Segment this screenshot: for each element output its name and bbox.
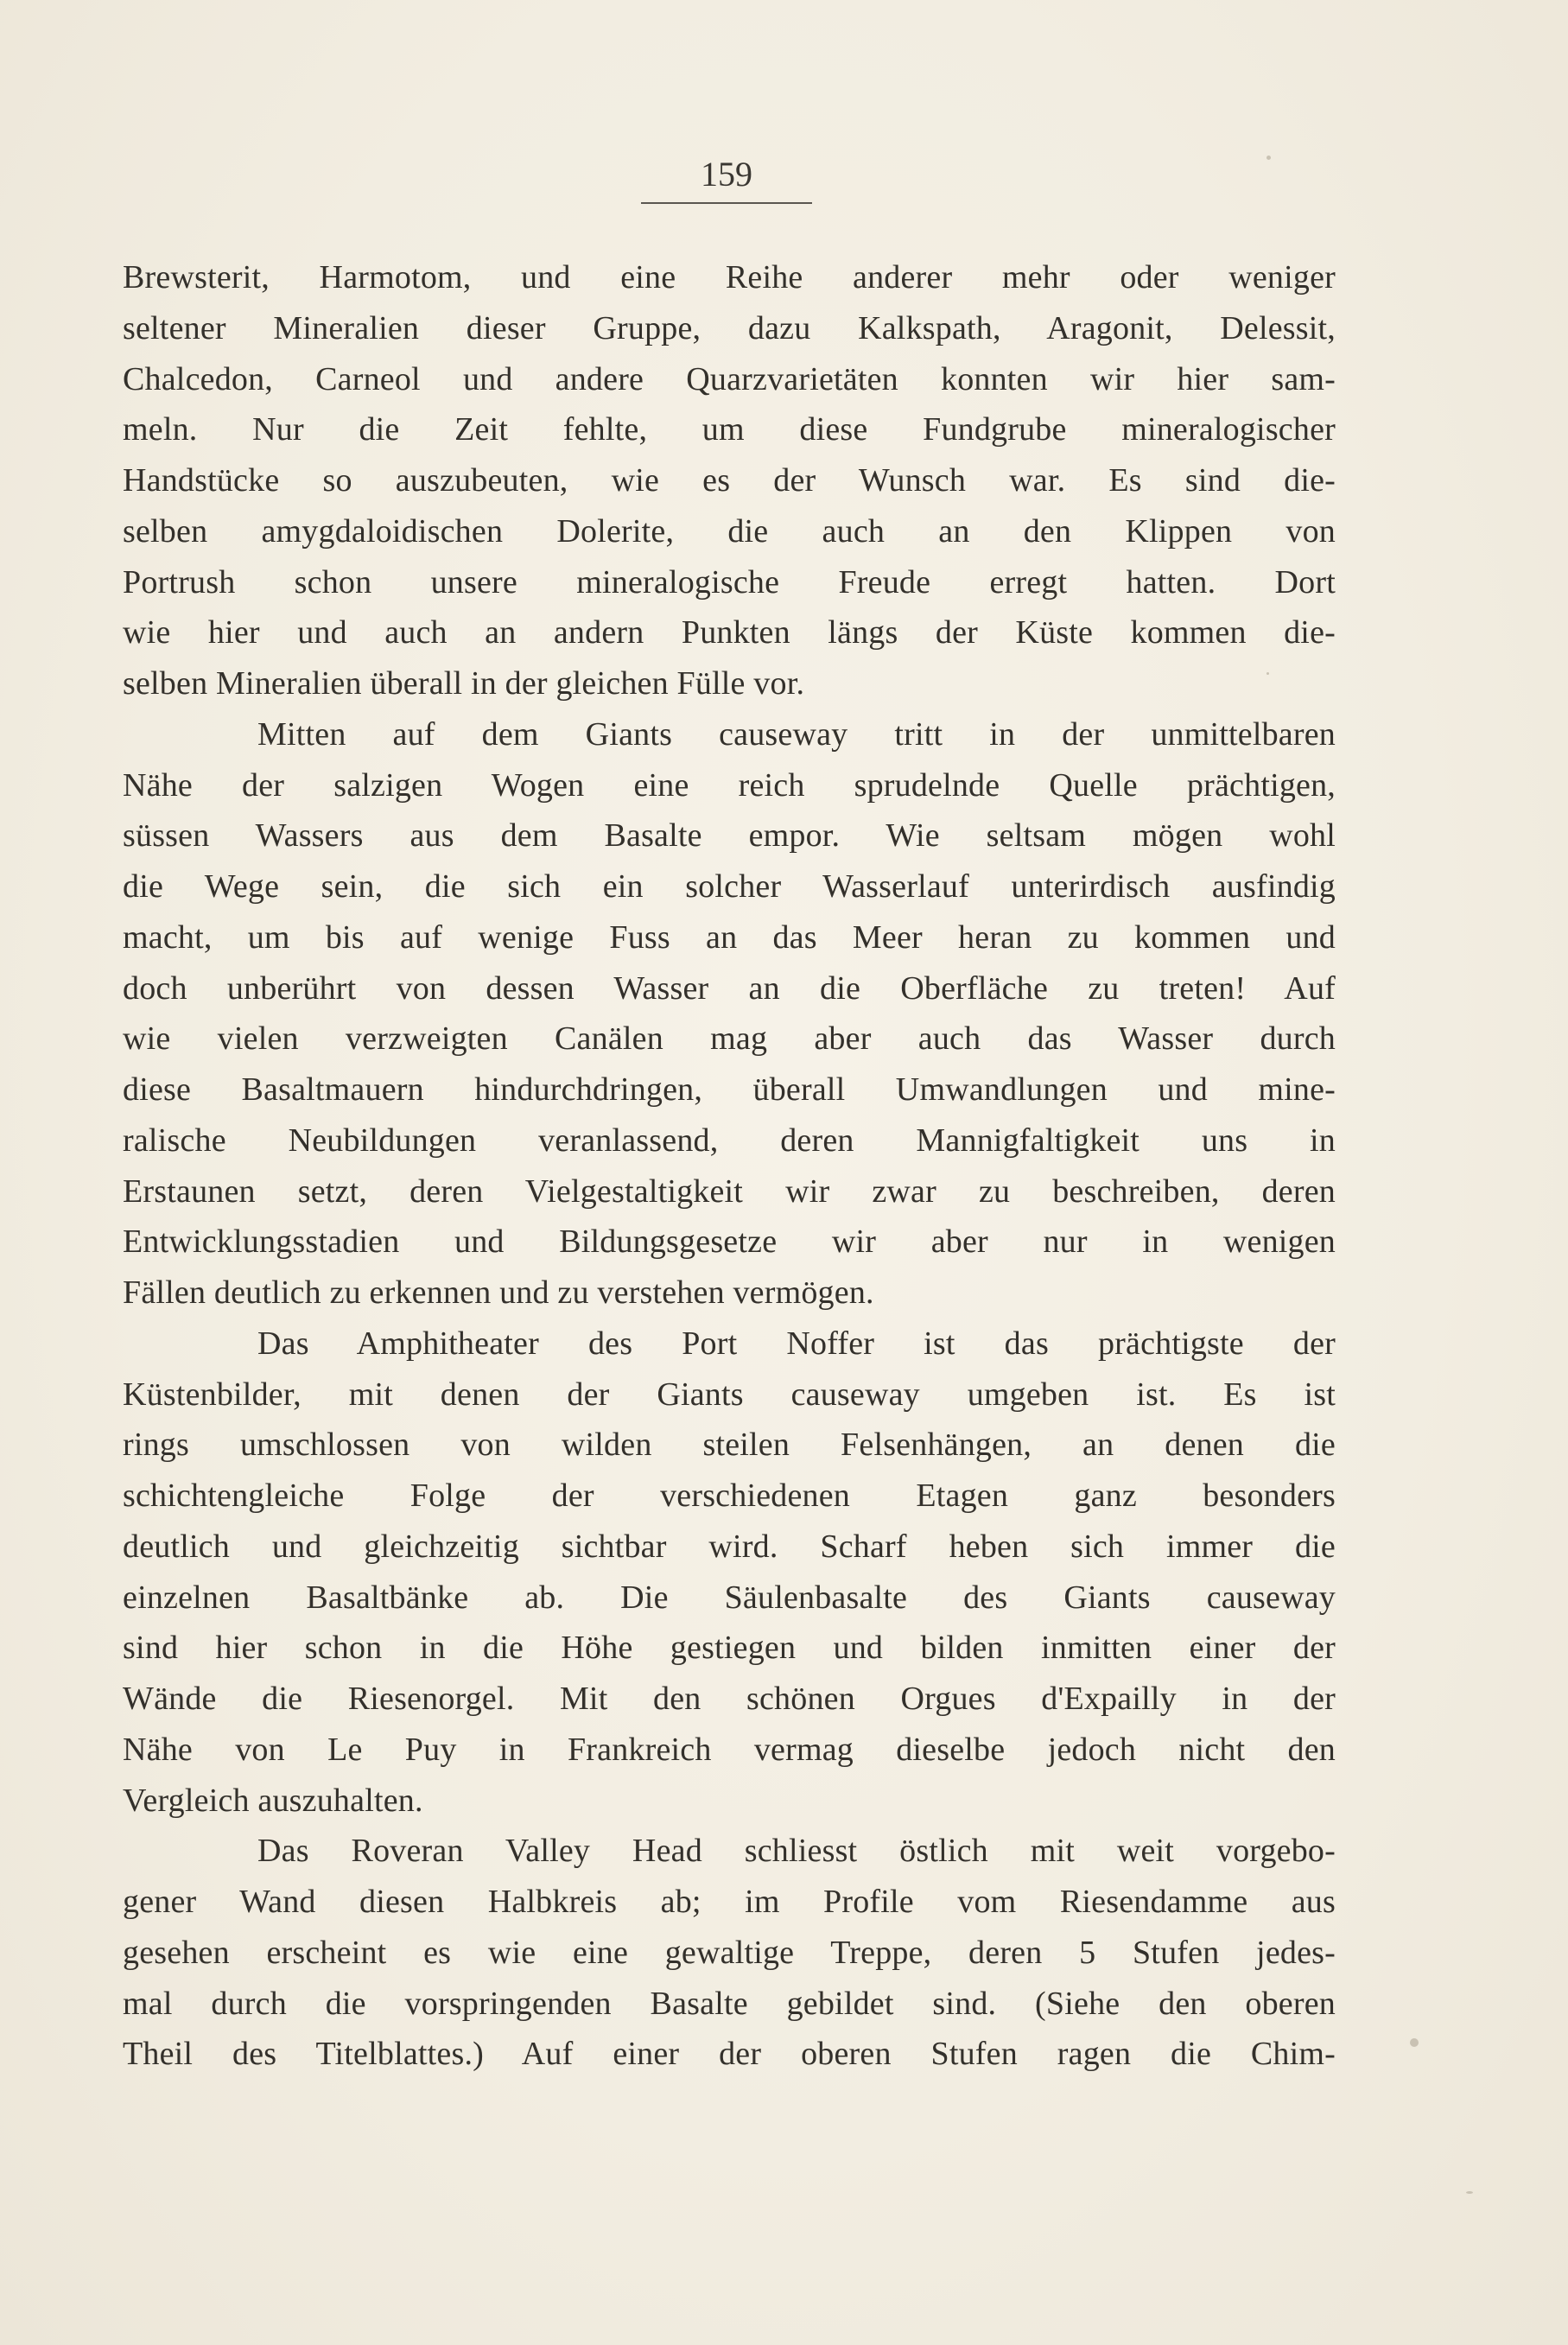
text-line: Entwicklungsstadien und Bildungsgesetze wir aber nur in wenigen — [123, 1223, 1336, 1261]
text-line: einzelnen Basaltbänke ab. Die Säulenbasalte des Giants causeway — [123, 1579, 1336, 1616]
text-line: deutlich und gleichzeitig sichtbar wird. Scharf heben sich immer die — [123, 1528, 1336, 1565]
text-line: Fällen deutlich zu erkennen und zu verstehen vermögen. — [123, 1274, 874, 1311]
text-line: Vergleich auszuhalten. — [123, 1782, 423, 1819]
text-line: gener Wand diesen Halbkreis ab; im Profile vom Riesendamme aus — [123, 1884, 1336, 1920]
paper-speck — [1266, 156, 1271, 160]
text-line: Küstenbilder, mit denen der Giants causeway umgeben ist. Es ist — [123, 1376, 1336, 1413]
text-line: mal durch die vorspringenden Basalte gebildet sind. (Siehe den oberen — [123, 1985, 1336, 2022]
page-number: 159 — [701, 155, 752, 194]
text-line: wie vielen verzweigten Canälen mag aber auch das Wasser durch — [123, 1020, 1336, 1058]
text-line: diese Basaltmauern hindurchdringen, überall Umwandlungen und mine- — [123, 1071, 1336, 1108]
paper-speck — [1266, 672, 1269, 675]
text-line: süssen Wassers aus dem Basalte empor. Wie seltsam mögen wohl — [123, 817, 1336, 855]
text-line: Mitten auf dem Giants causeway tritt in der unmittelbaren — [257, 715, 1336, 753]
text-line: Theil des Titelblattes.) Auf einer der oberen Stufen ragen die Chim- — [123, 2036, 1336, 2073]
text-line: selben Mineralien überall in der gleichen Fülle vor. — [123, 665, 805, 702]
paragraph-4 — [123, 1826, 1336, 2080]
text-line: Chalcedon, Carneol und andere Quarzvarietäten konnten wir hier sam- — [123, 360, 1336, 397]
text-line: die Wege sein, die sich ein solcher Wasserlauf unterirdisch ausfindig — [123, 868, 1336, 905]
text-line: Wände die Riesenorgel. Mit den schönen Orgues d'Expailly in der — [123, 1681, 1336, 1717]
text-line: gesehen erscheint es wie eine gewaltige Treppe, deren 5 Stufen jedes- — [123, 1934, 1336, 1971]
text-line: Nähe der salzigen Wogen eine reich sprudelnde Quelle prächtigen, — [123, 766, 1336, 804]
text-line: Das Amphitheater des Port Noffer ist das prächtigste der — [257, 1325, 1336, 1362]
text-line: Nähe von Le Puy in Frankreich vermag dieselbe jedoch nicht den — [123, 1731, 1336, 1768]
paragraph-2 — [123, 709, 1336, 1319]
text-line: rings umschlossen von wilden steilen Felsenhängen, an denen die — [123, 1427, 1336, 1464]
paragraph-1 — [123, 252, 1336, 709]
paper-speck — [1410, 2038, 1419, 2047]
paragraph-3 — [123, 1319, 1336, 1827]
body-text — [123, 252, 1336, 2080]
text-line: macht, um bis auf wenige Fuss an das Meer heran zu kommen und — [123, 918, 1336, 956]
text-line: wie hier und auch an andern Punkten längs der Küste kommen die- — [123, 614, 1336, 651]
text-line: Das Roveran Valley Head schliesst östlich mit weit vorgebo- — [257, 1833, 1336, 1870]
paper-speck — [1466, 2191, 1473, 2194]
text-line: doch unberührt von dessen Wasser an die Oberfläche zu treten! Auf — [123, 969, 1336, 1007]
text-line: Portrush schon unsere mineralogische Freude erregt hatten. Dort — [123, 563, 1336, 601]
page-number-rule — [641, 202, 812, 204]
text-line: meln. Nur die Zeit fehlte, um diese Fundgrube mineralogischer — [123, 411, 1336, 448]
text-line: Erstaunen setzt, deren Vielgestaltigkeit wir zwar zu beschreiben, deren — [123, 1172, 1336, 1210]
text-line: selben amygdaloidischen Dolerite, die auch an den Klippen von — [123, 512, 1336, 550]
text-line: Handstücke so auszubeuten, wie es der Wunsch war. Es sind die- — [123, 462, 1336, 499]
text-line: schichtengleiche Folge der verschiedenen Etagen ganz besonders — [123, 1478, 1336, 1514]
text-line: sind hier schon in die Höhe gestiegen und bilden inmitten einer der — [123, 1630, 1336, 1667]
text-line: Brewsterit, Harmotom, und eine Reihe anderer mehr oder weniger — [123, 259, 1336, 296]
text-line: seltener Mineralien dieser Gruppe, dazu Kalkspath, Aragonit, Delessit, — [123, 309, 1336, 346]
text-line: ralische Neubildungen veranlassend, deren Mannigfaltigkeit uns in — [123, 1122, 1336, 1159]
